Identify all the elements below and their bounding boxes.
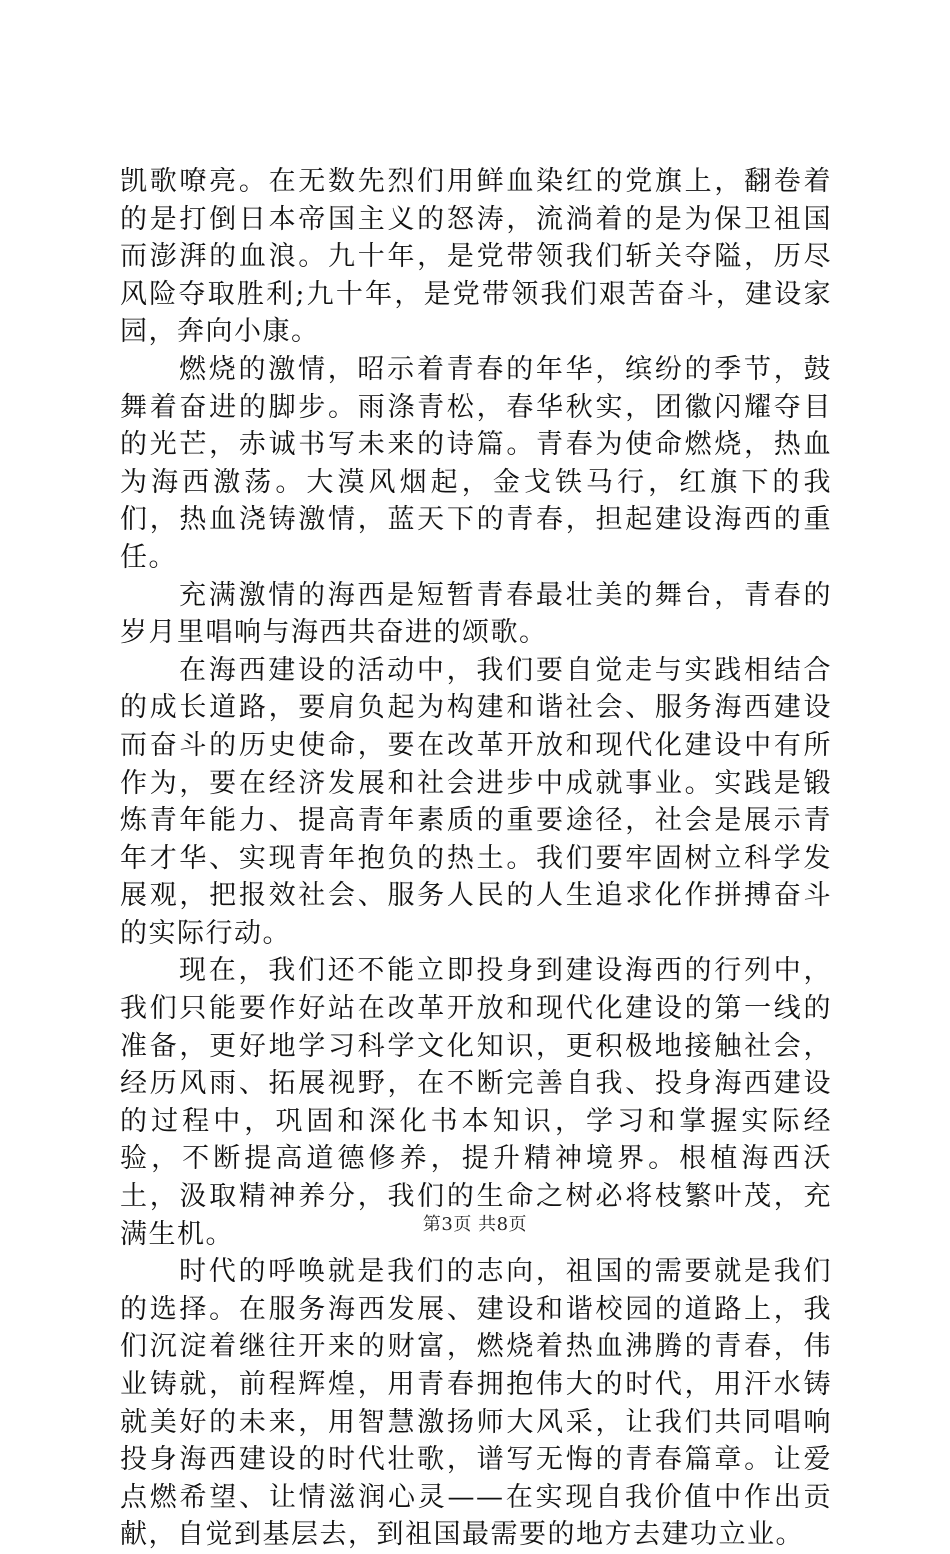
paragraph-6: 时代的呼唤就是我们的志向，祖国的需要就是我们的选择。在服务海西发展、建设和谐校园的道路上，我们沉淀着继往开来的财富，燃烧着热血沸腾的青春，伟业铸就，前程辉煌，用青春拥抱伟大的时代，用汗水铸就美好的未来，用智慧激扬师大风采，让我们共同唱响投身海西建设的时代壮歌，谱写无悔的青春篇章。让爱点燃希望、让情滋润心灵——在实现自我价值中作出贡献，自觉到基层去，到祖国最需要的地方去建功立业。 xyxy=(120,1256,832,1551)
paragraph-1: 凯歌嘹亮。在无数先烈们用鲜血染红的党旗上，翻卷着的是打倒日本帝国主义的怒涛，流淌着的是为保卫祖国而澎湃的血浪。九十年，是党带领我们斩关夺隘，历尽风险夺取胜利;九十年，是党带领我们艰苦奋斗，建设家园，奔向小康。 xyxy=(120,166,832,348)
paragraph-3: 充满激情的海西是短暂青春最壮美的舞台，青春的岁月里唱响与海西共奋进的颂歌。 xyxy=(120,579,832,649)
paragraph-2: 燃烧的激情，昭示着青春的年华，缤纷的季节，鼓舞着奋进的脚步。雨涤青松，春华秋实，团徽闪耀夺目的光芒，赤诚书写未来的诗篇。青春为使命燃烧，热血为海西激荡。大漠风烟起，金戈铁马行，红旗下的我们，热血浇铸激情，蓝天下的青春，担起建设海西的重任。 xyxy=(120,353,832,573)
document-body xyxy=(120,163,832,1554)
page-number-footer: 第3页 共8页 xyxy=(422,1214,528,1235)
paragraph-5: 现在，我们还不能立即投身到建设海西的行列中，我们只能要作好站在改革开放和现代化建设的第一线的准备，更好地学习科学文化知识，更积极地接触社会，经历风雨、拓展视野，在不断完善自我、投身海西建设的过程中，巩固和深化书本知识，学习和掌握实际经验，不断提高道德修养，提升精神境界。根植海西沃土，汲取精神养分，我们的生命之树必将枝繁叶茂，充满生机。 xyxy=(120,955,832,1250)
paragraph-4: 在海西建设的活动中，我们要自觉走与实践相结合的成长道路，要肩负起为构建和谐社会、服务海西建设而奋斗的历史使命，要在改革开放和现代化建设中有所作为，要在经济发展和社会进步中成就事业。实践是锻炼青年能力、提高青年素质的重要途径，社会是展示青年才华、实现青年抱负的热土。我们要牢固树立科学发展观，把报效社会、服务人民的人生追求化作拼搏奋斗的实际行动。 xyxy=(120,654,832,949)
